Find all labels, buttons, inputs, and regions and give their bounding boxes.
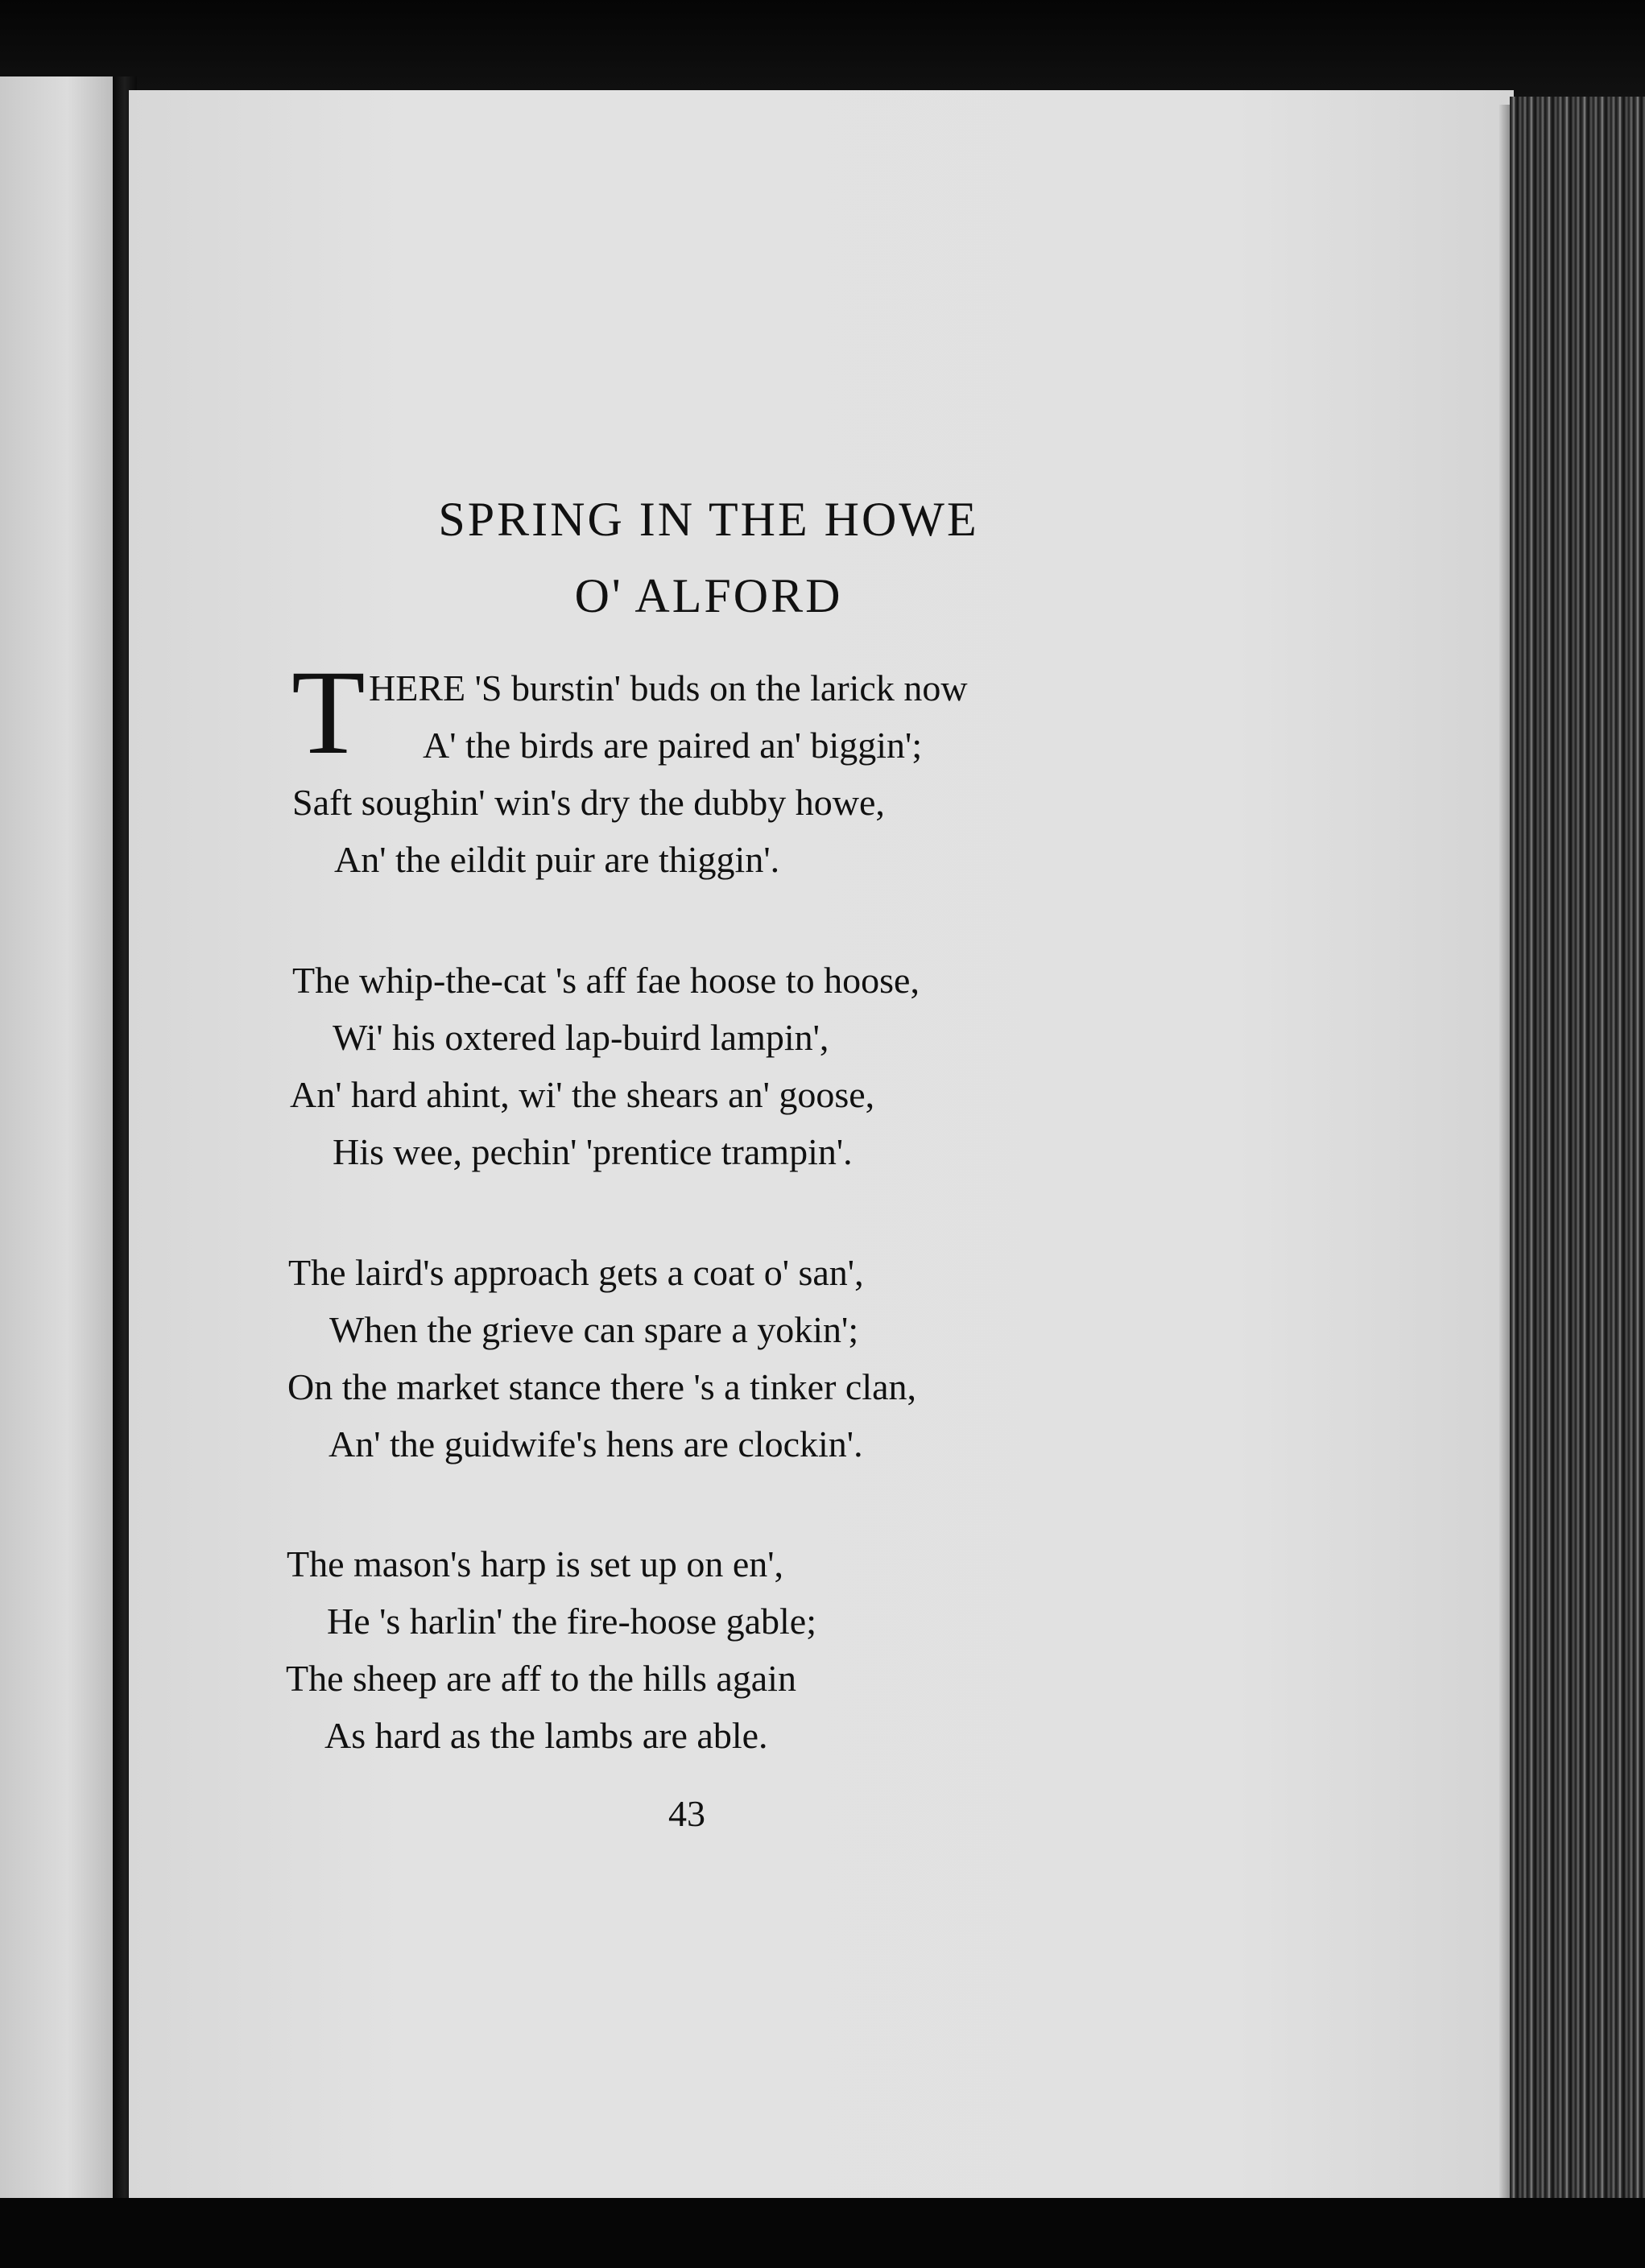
poem-line: An' the eildit puir are thiggin'.: [334, 839, 780, 880]
poem-line: The laird's approach gets a coat o' san',: [288, 1252, 864, 1293]
poem-line: HERE 'S burstin' buds on the larick now: [369, 667, 968, 708]
poem-line: Wi' his oxtered lap-buird lampin',: [333, 1017, 829, 1058]
poem-line: Saft soughin' win's dry the dubby howe,: [292, 782, 885, 823]
poem-line: The mason's harp is set up on en',: [287, 1543, 784, 1584]
poem-line: When the grieve can spare a yokin';: [329, 1309, 859, 1350]
poem-title-line-1: SPRING IN THE HOWE: [438, 493, 979, 546]
poem-line: He 's harlin' the fire-hoose gable;: [327, 1601, 816, 1642]
poem-line: The sheep are aff to the hills again: [286, 1658, 796, 1699]
poem-line: A' the birds are paired an' biggin';: [423, 725, 923, 766]
page-number: 43: [668, 1793, 705, 1834]
poem-line: As hard as the lambs are able.: [324, 1715, 768, 1756]
poem-line: On the market stance there 's a tinker clan,: [287, 1366, 917, 1407]
poem-line: An' the guidwife's hens are clockin'.: [329, 1423, 863, 1464]
poem-line: His wee, pechin' 'prentice trampin'.: [333, 1131, 853, 1172]
drop-cap: T: [291, 646, 366, 779]
poem-line: An' hard ahint, wi' the shears an' goose,: [290, 1074, 875, 1115]
poem-title-line-2: O' ALFORD: [574, 569, 843, 622]
poem-line: The whip-the-cat 's aff fae hoose to hoose,: [292, 960, 920, 1001]
